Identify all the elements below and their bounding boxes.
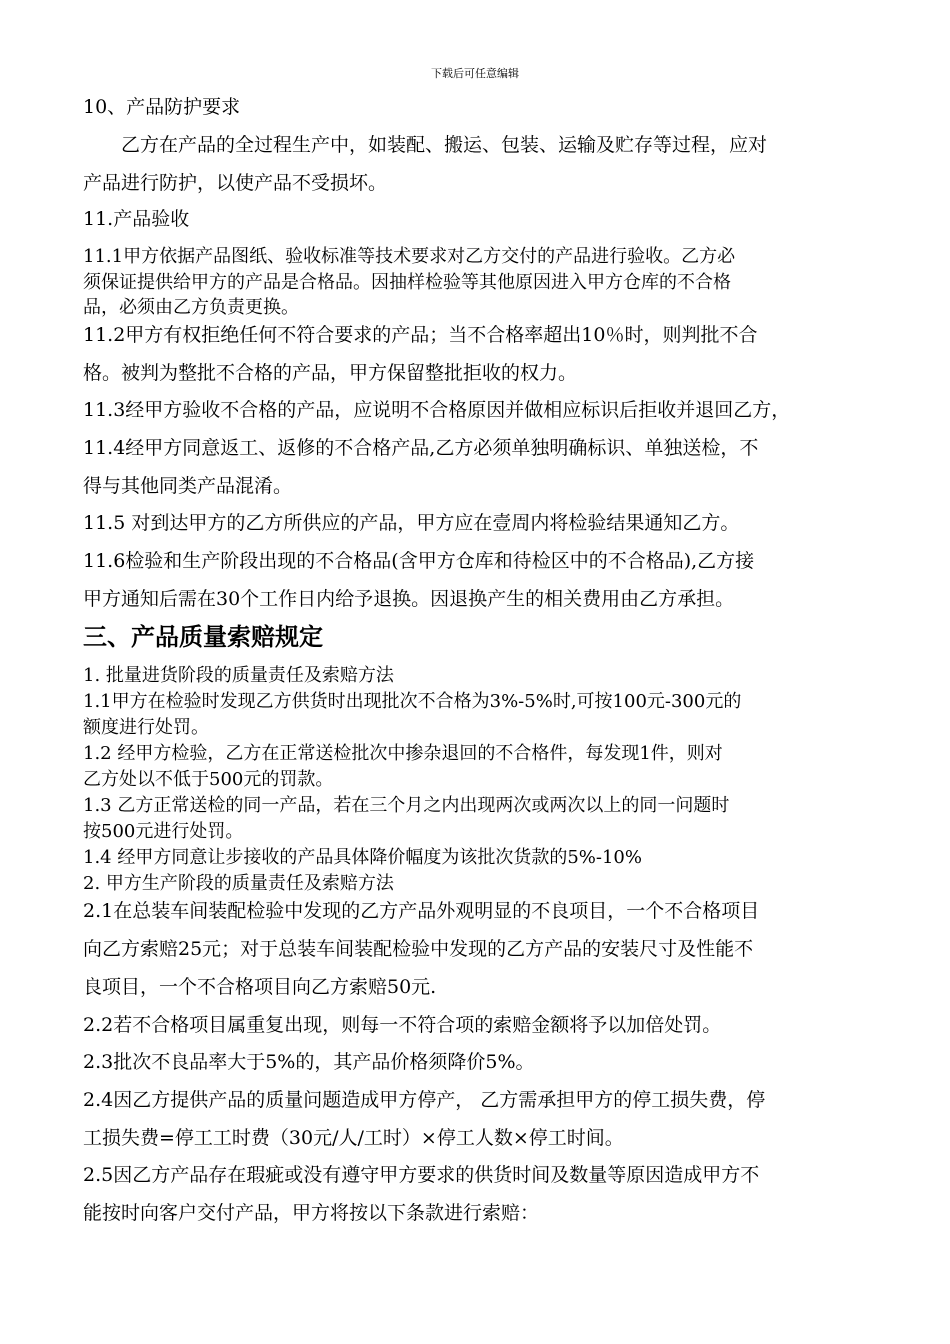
paragraph-line: 11.2甲方有权拒绝任何不符合要求的产品；当不合格率超出10％时，则判批不合 bbox=[83, 324, 758, 346]
header-note: 下载后可任意编辑 bbox=[431, 67, 519, 80]
paragraph-line: 1.4 经甲方同意让步接收的产品具体降价幅度为该批次货款的5%-10% bbox=[83, 847, 642, 868]
section-10-heading: 10、产品防护要求 bbox=[83, 96, 241, 118]
paragraph-line: 11.4经甲方同意返工、返修的不合格产品,乙方必须单独明确标识、单独送检，不 bbox=[83, 437, 759, 459]
paragraph-line: 11.1甲方依据产品图纸、验收标准等技术要求对乙方交付的产品进行验收。乙方必 bbox=[83, 246, 736, 267]
paragraph-line: 乙方在产品的全过程生产中，如装配、搬运、包装、运输及贮存等过程，应对 bbox=[83, 134, 768, 156]
paragraph-line: 品，必须由乙方负责更换。 bbox=[83, 297, 299, 318]
paragraph-line: 1.1甲方在检验时发现乙方供货时出现批次不合格为3%-5%时,可按100元-300元的 bbox=[83, 691, 742, 712]
paragraph-line: 2.2若不合格项目属重复出现，则每一不符合项的索赔金额将予以加倍处罚。 bbox=[83, 1014, 722, 1036]
paragraph-line: 得与其他同类产品混淆。 bbox=[83, 475, 293, 497]
paragraph-line: 额度进行处罚。 bbox=[83, 717, 209, 738]
paragraph-line: 产品进行防护，以使产品不受损坏。 bbox=[83, 172, 388, 194]
paragraph-line: 乙方处以不低于500元的罚款。 bbox=[83, 769, 334, 790]
paragraph-line: 2.1在总装车间装配检验中发现的乙方产品外观明显的不良项目，一个不合格项目 bbox=[83, 900, 760, 922]
paragraph-line: 11.3经甲方验收不合格的产品，应说明不合格原因并做相应标识后拒收并退回乙方， bbox=[83, 399, 791, 421]
subsection-heading: 1. 批量进货阶段的质量责任及索赔方法 bbox=[83, 665, 394, 686]
section-11-heading: 11.产品验收 bbox=[83, 208, 190, 230]
paragraph-line: 格。被判为整批不合格的产品，甲方保留整批拒收的权力。 bbox=[83, 362, 578, 384]
paragraph-line: 11.5 对到达甲方的乙方所供应的产品，甲方应在壹周内将检验结果通知乙方。 bbox=[83, 512, 740, 534]
paragraph-line: 按500元进行处罚。 bbox=[83, 821, 244, 842]
paragraph-line: 良项目，一个不合格项目向乙方索赔50元. bbox=[83, 976, 437, 998]
paragraph-line: 工损失费=停工工时费（30元/人/工时）×停工人数×停工时间。 bbox=[83, 1127, 624, 1149]
paragraph-line: 须保证提供给甲方的产品是合格品。因抽样检验等其他原因进入甲方仓库的不合格 bbox=[83, 272, 731, 293]
paragraph-line: 11.6检验和生产阶段出现的不合格品(含甲方仓库和待检区中的不合格品),乙方接 bbox=[83, 550, 755, 572]
paragraph-line: 能按时向客户交付产品，甲方将按以下条款进行索赔： bbox=[83, 1202, 540, 1224]
paragraph-line: 1.2 经甲方检验，乙方在正常送检批次中掺杂退回的不合格件，每发现1件，则对 bbox=[83, 743, 723, 764]
paragraph-line: 1.3 乙方正常送检的同一产品，若在三个月之内出现两次或两次以上的同一问题时 bbox=[83, 795, 730, 816]
paragraph-line: 甲方通知后需在30个工作日内给予退换。因退换产生的相关费用由乙方承担。 bbox=[83, 588, 735, 610]
paragraph-line: 2.4因乙方提供产品的质量问题造成甲方停产， 乙方需承担甲方的停工损失费，停 bbox=[83, 1089, 766, 1111]
paragraph-line: 向乙方索赔25元；对于总装车间装配检验中发现的乙方产品的安装尺寸及性能不 bbox=[83, 938, 754, 960]
paragraph-line: 2.5因乙方产品存在瑕疵或没有遵守甲方要求的供货时间及数量等原因造成甲方不 bbox=[83, 1164, 760, 1186]
section-3-heading: 三、产品质量索赔规定 bbox=[83, 623, 323, 651]
paragraph-line: 2.3批次不良品率大于5%的，其产品价格须降价5%。 bbox=[83, 1051, 535, 1073]
subsection-heading: 2. 甲方生产阶段的质量责任及索赔方法 bbox=[83, 873, 394, 894]
